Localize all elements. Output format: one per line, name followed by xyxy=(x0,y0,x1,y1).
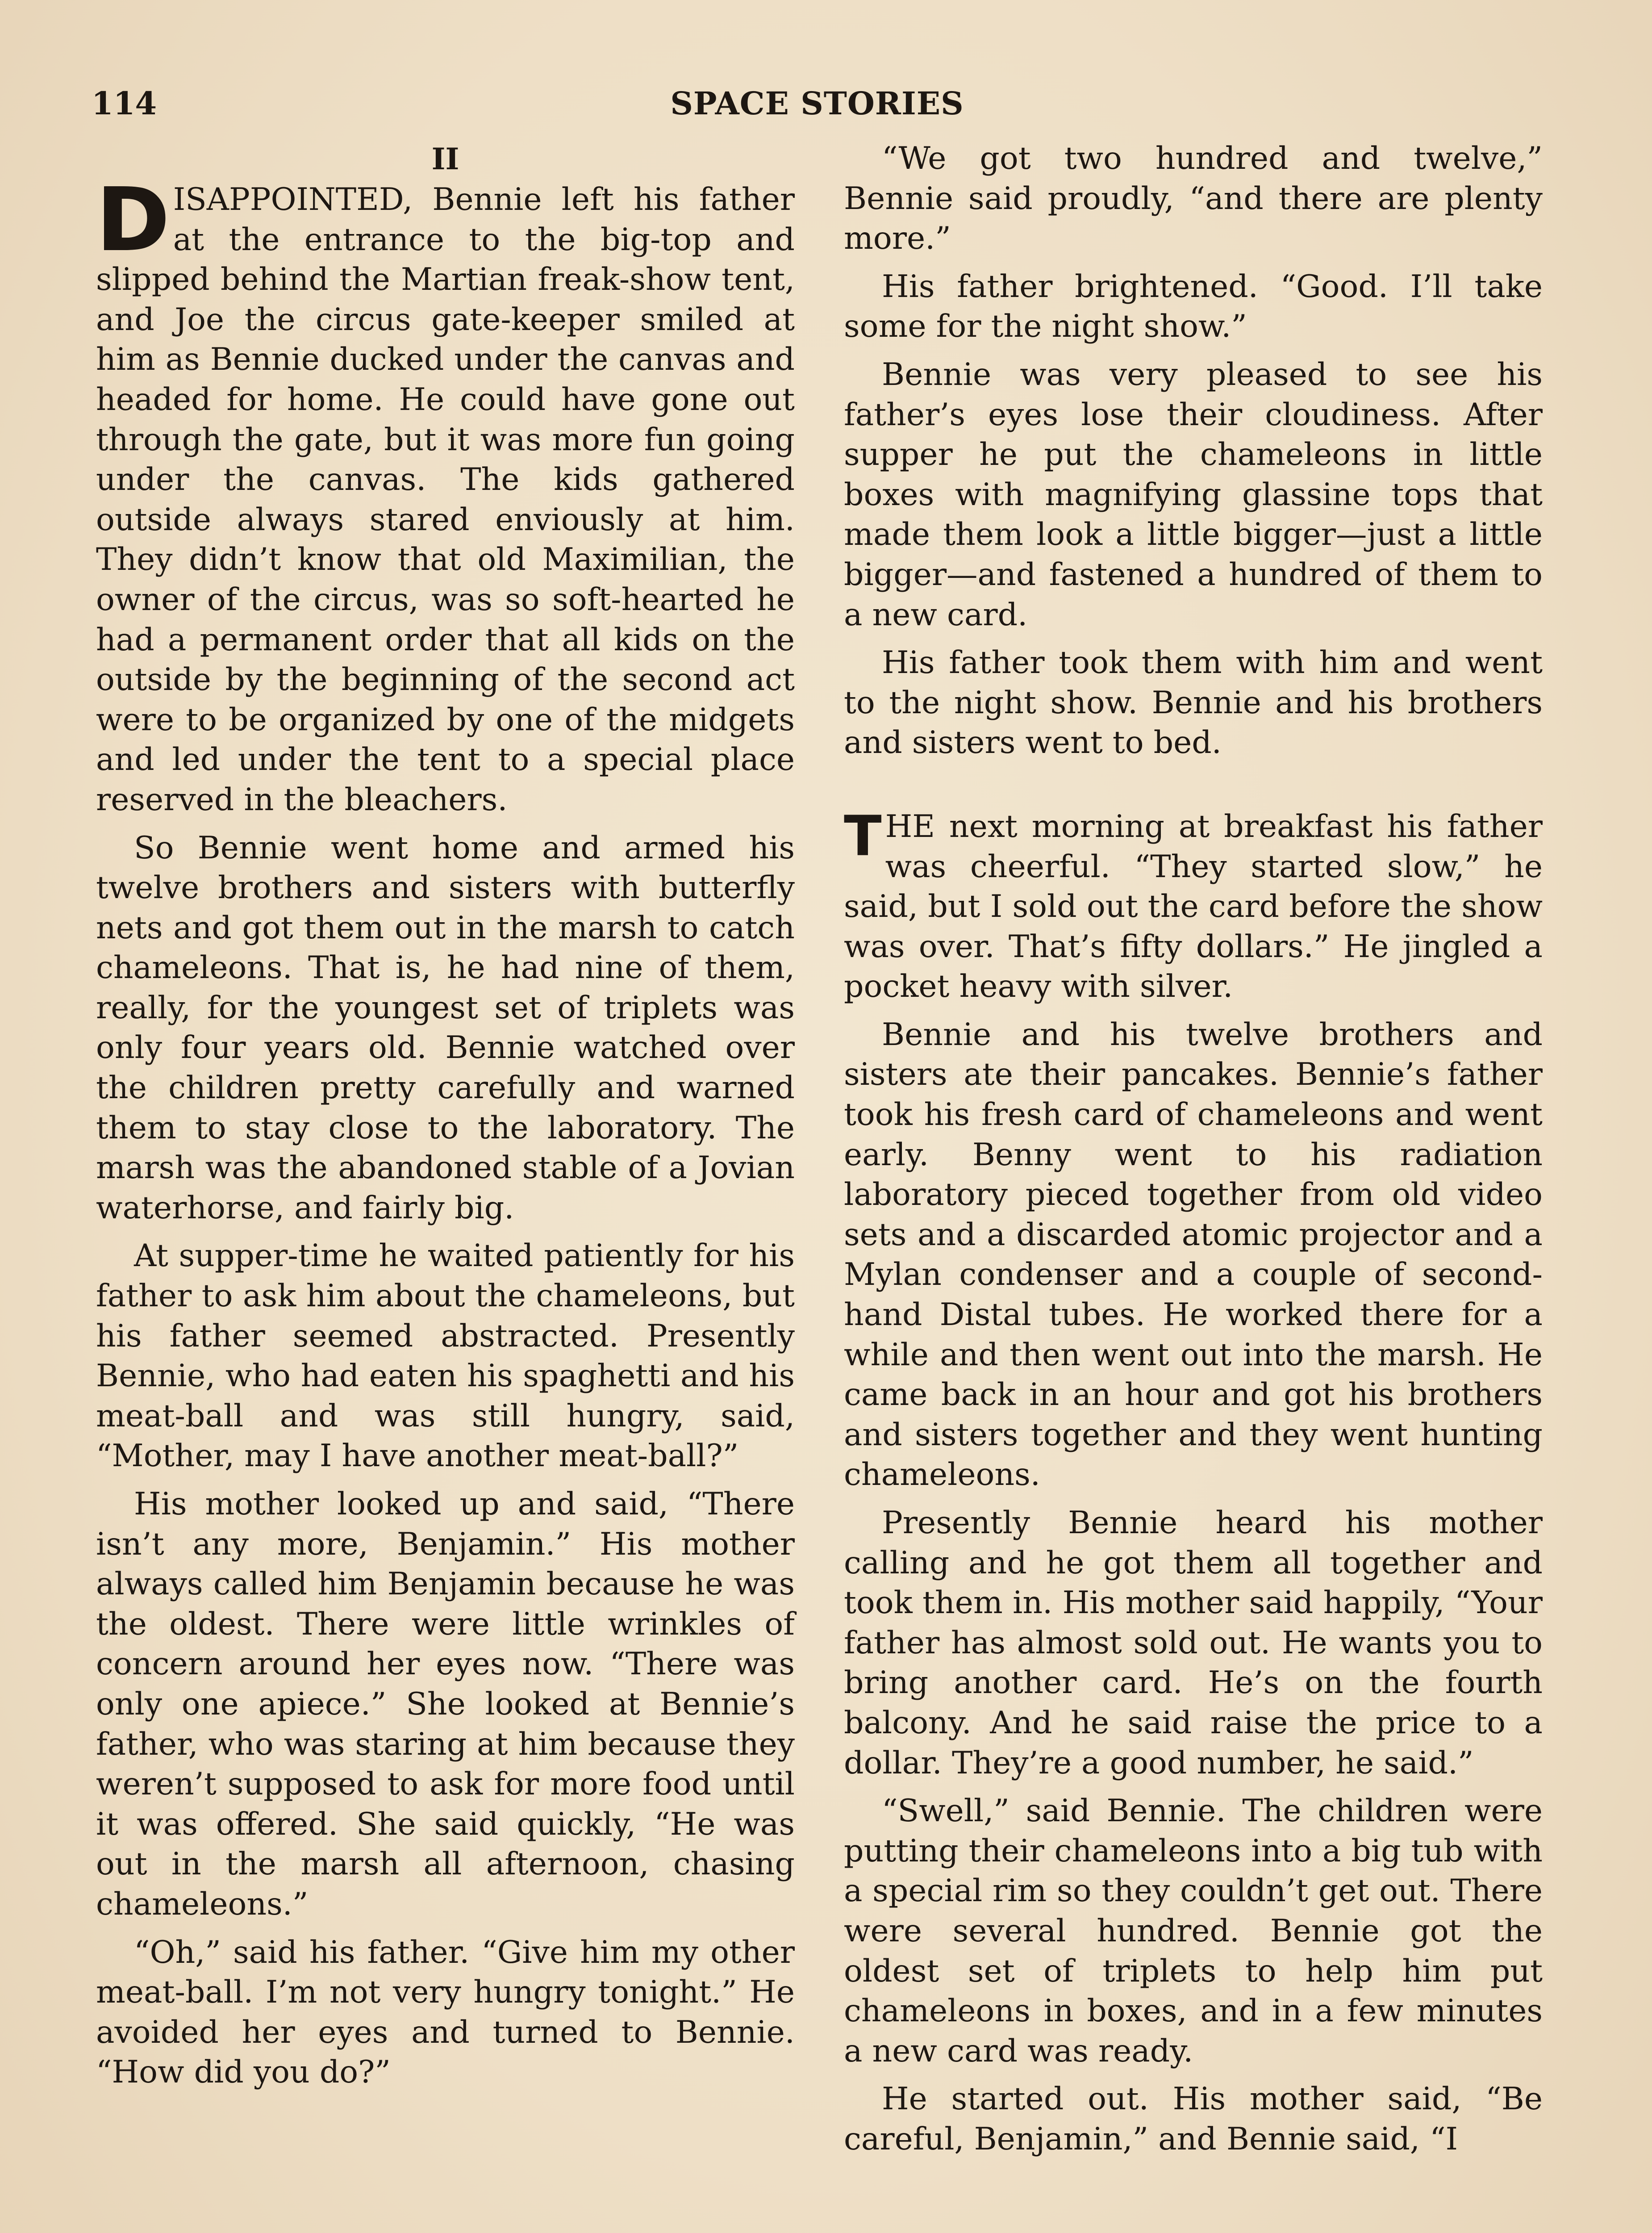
paragraph: “We got two hundred and twelve,” Bennie said proudly, “and there are plenty more.” xyxy=(844,140,1543,257)
paragraph-text: ISAPPOINTED, Bennie left his father at the entrance to the big-top and slipped behind the Martian freak-show tent, and Joe the circus gate-keeper smiled at him as Bennie ducked under the canvas and headed for home. He could have gone out through the gate, but it was more fun going under the canvas. The kids gathered outside always stared enviously at him. They didn’t know that old Maximilian, the owner of the circus, was so soft-hearted he had a permanent order that all kids on the outside by the beginning of the second act were to be organized by one of the midgets and led under the tent to a special place reserved in the bleachers. xyxy=(96,181,795,818)
paragraph: At supper-time he waited patiently for his father to ask him about the chameleons, but his father seemed abstracted. Presently Bennie, who had eaten his spaghetti and his meat-ball and was still hungry, said, “Mother, may I have another meat-ball?” xyxy=(96,1238,795,1474)
running-title: SPACE STORIES xyxy=(670,85,964,122)
right-column xyxy=(844,138,1543,2167)
left-column xyxy=(96,138,795,2100)
section-break xyxy=(844,771,1543,807)
paragraph xyxy=(96,169,795,820)
page-header xyxy=(92,85,1543,134)
paragraph: “Oh,” said his father. “Give him my other meat-ball. I’m not very hungry tonight.” He avoided her eyes and turned to Bennie. “How did you do?” xyxy=(96,1934,795,2091)
paragraph: Bennie was very pleased to see his father’s eyes lose their cloudiness. After supper he put the chameleons in little boxes with magnifying glassine tops that made them look a little bigger—just a little bigger—and fastened a hundred of them to a new card. xyxy=(844,356,1543,633)
drop-cap: D xyxy=(96,169,169,271)
section-heading: II xyxy=(431,142,459,176)
paragraph: His father took them with him and went to the night show. Bennie and his brothers and sisters went to bed. xyxy=(844,644,1543,761)
paragraph: His mother looked up and said, “There isn’t any more, Benjamin.” His mother always called him Benjamin because he was the oldest. There were little wrinkles of concern around her eyes now. “There was only one apiece.” She looked at Bennie’s father, who was staring at him because they weren’t supposed to ask for more food until it was offered. She said quickly, “He was out in the marsh all afternoon, chasing chameleons.” xyxy=(96,1486,795,1922)
paragraph: So Bennie went home and armed his twelve brothers and sisters with butterfly nets and got them out in the marsh to catch chameleons. That is, he had nine of them, really, for the youngest set of triplets was only four years old. Bennie watched over the children pretty carefully and warned them to stay close to the laboratory. The marsh was the abandoned stable of a Jovian waterhorse, and fairly big. xyxy=(96,829,795,1226)
paragraph xyxy=(844,804,1543,1007)
paragraph-text: HE next morning at breakfast his father was cheerful. “They started slow,” he said, but I sold out the card before the show was over. That’s fifty dollars.” He jingled a pocket heavy with silver. xyxy=(844,808,1543,1005)
page-number: 114 xyxy=(92,85,157,122)
drop-cap: T xyxy=(844,804,882,869)
paragraph: Bennie and his twelve brothers and sisters ate their pancakes. Bennie’s father took his fresh card of chameleons and went early. Benny went to his radiation laboratory pieced together from old video sets and a discarded atomic projector and a Mylan condenser and a couple of second-hand Distal tubes. He worked there for a while and then went out into the marsh. He came back in an hour and got his brothers and sisters together and they went hunting chameleons. xyxy=(844,1016,1543,1493)
paragraph: “Swell,” said Bennie. The children were putting their chameleons into a big tub with a special rim so they couldn’t get out. There were several hundred. Bennie got the oldest set of triplets to help him put chameleons in boxes, and in a few minutes a new card was ready. xyxy=(844,1793,1543,2069)
paragraph: His father brightened. “Good. I’ll take some for the night show.” xyxy=(844,268,1543,345)
paragraph: He started out. His mother said, “Be careful, Benjamin,” and Bennie said, “I xyxy=(844,2081,1543,2157)
paragraph: Presently Bennie heard his mother calling and he got them all together and took them in. His mother said happily, “Your father has almost sold out. He wants you to bring another card. He’s on the fourth balcony. And he said raise the price to a dollar. They’re a good number, he said.” xyxy=(844,1505,1543,1781)
